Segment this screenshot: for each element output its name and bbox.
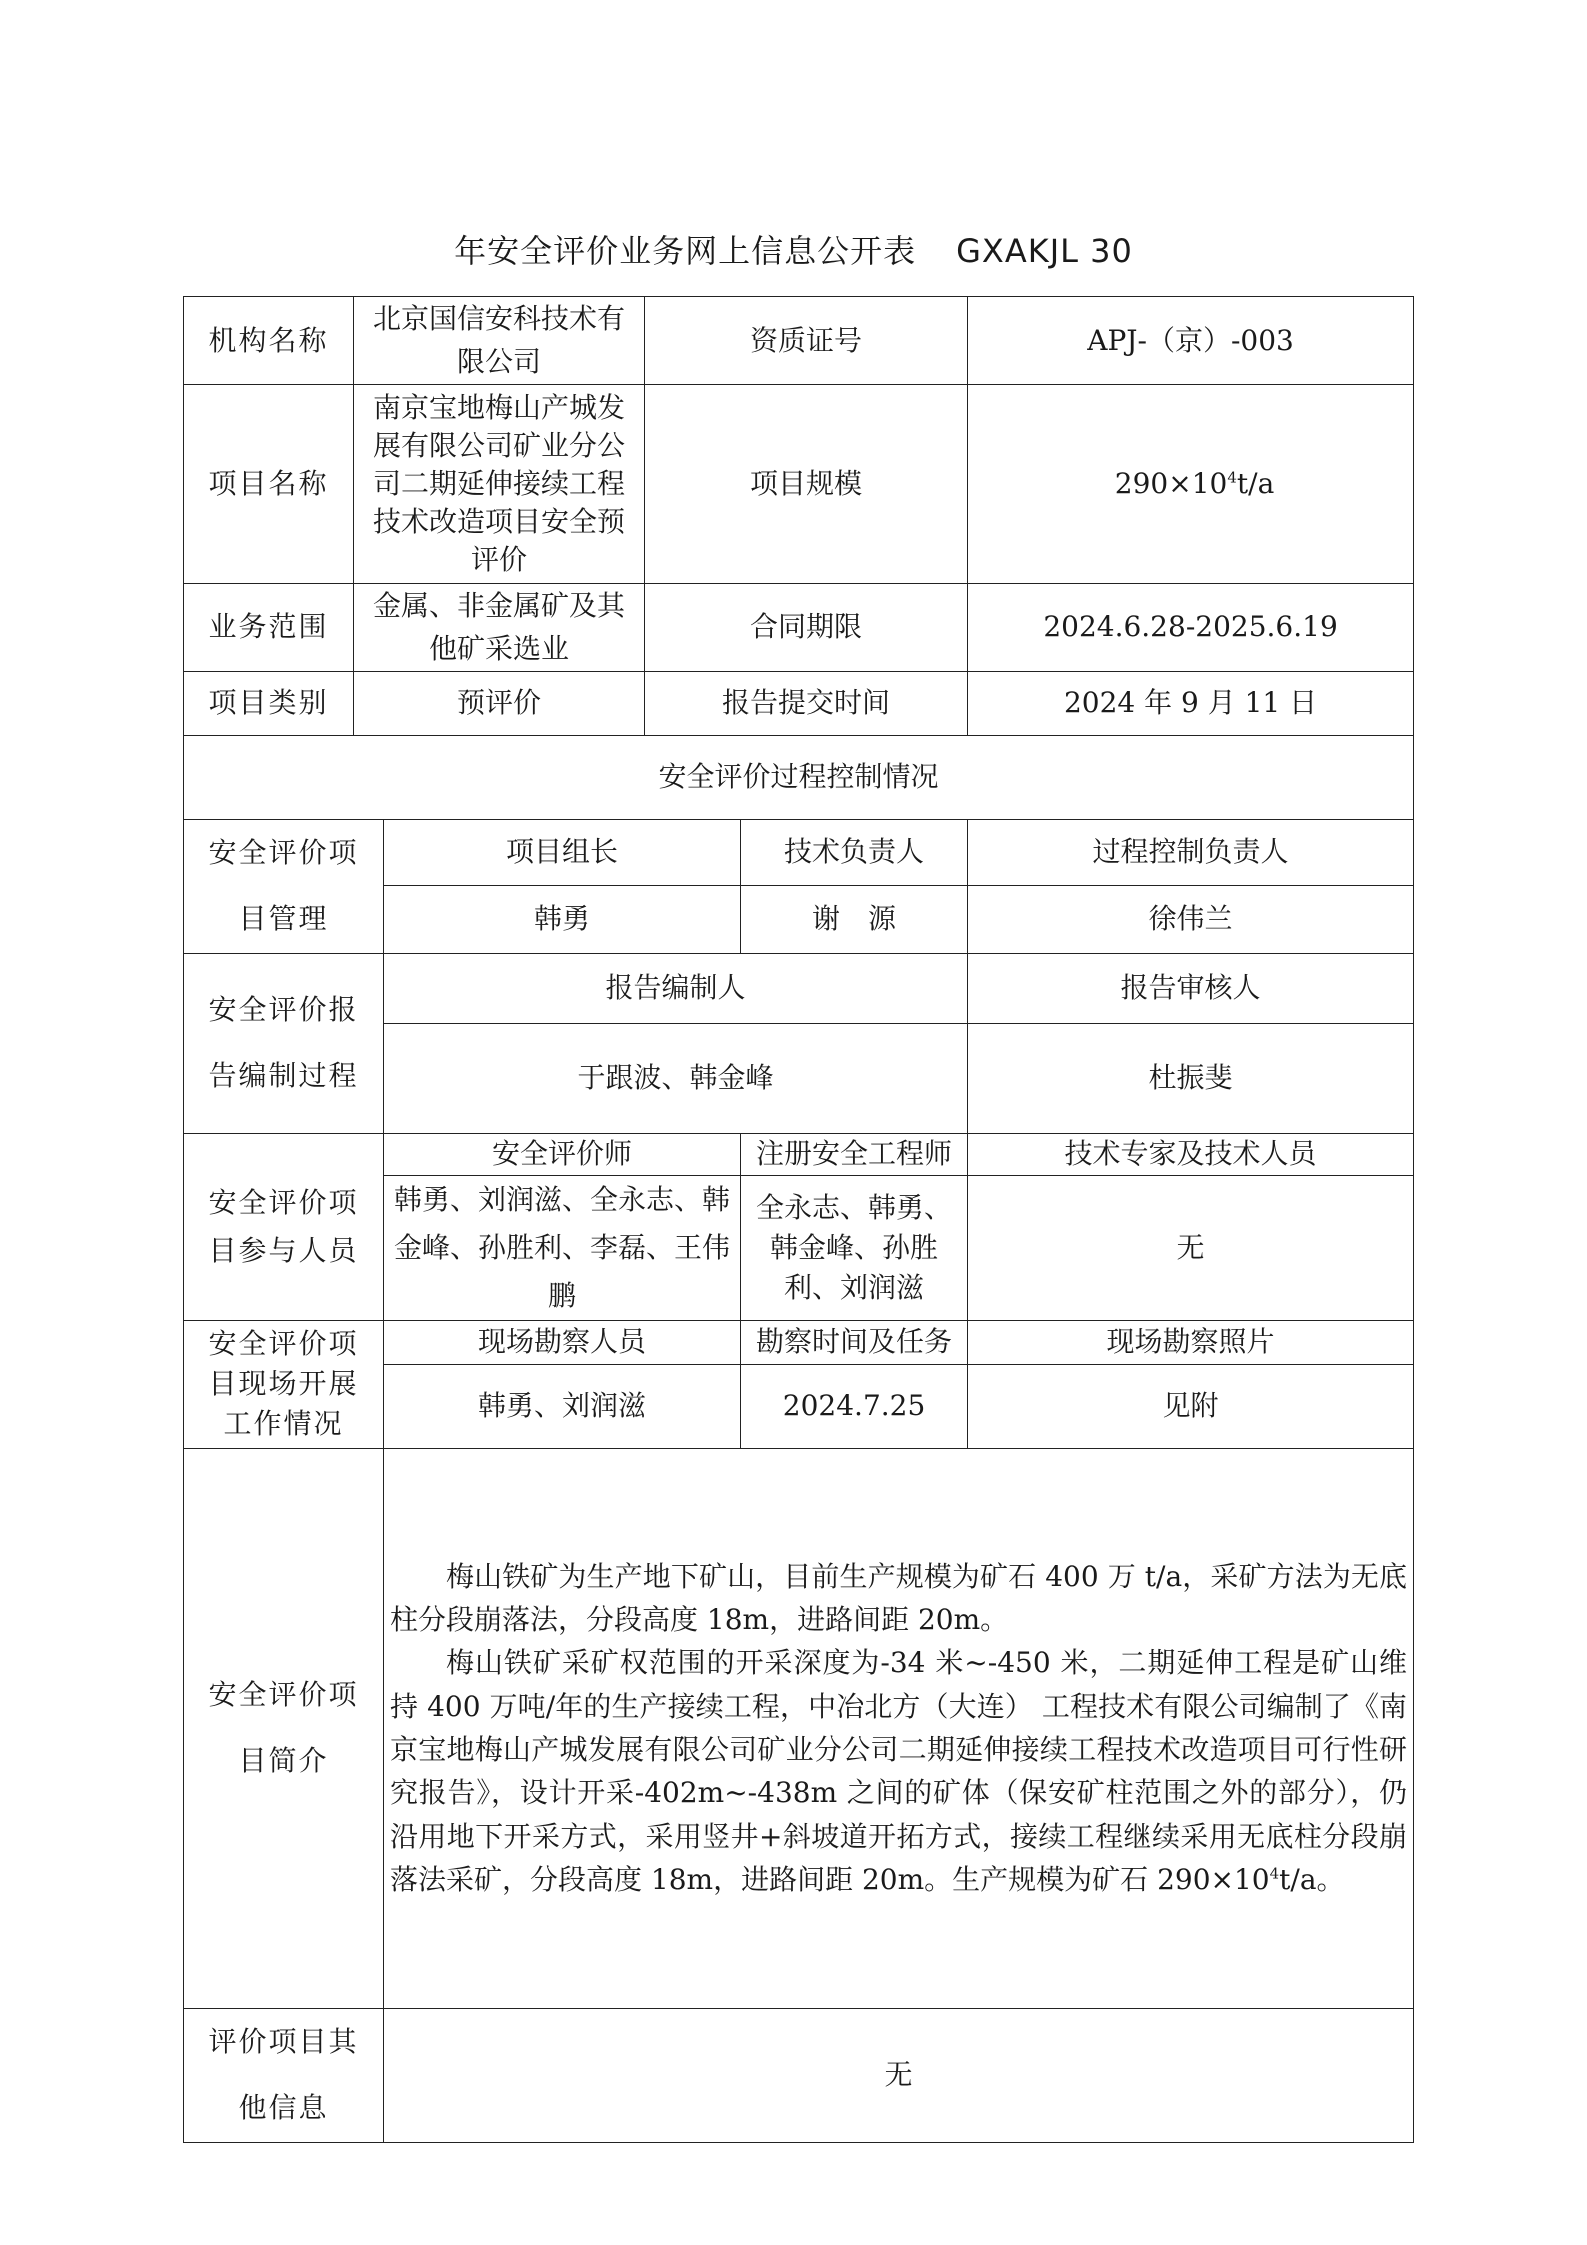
- mgmt-label: 安全评价项目管理: [184, 819, 384, 953]
- evaluator-value: 韩勇、刘润滋、全永志、韩金峰、孙胜利、李磊、王伟鹏: [384, 1175, 741, 1320]
- site-label: 安全评价项目现场开展工作情况: [184, 1320, 384, 1448]
- intro-text: [384, 1448, 1414, 2008]
- report-label: 安全评价报告编制过程: [184, 953, 384, 1133]
- page-title: [0, 226, 1587, 272]
- staff-label: 安全评价项目参与人员: [184, 1133, 384, 1320]
- cert-value: APJ-（京）-003: [968, 297, 1414, 385]
- surveyor-value: 韩勇、刘润滋: [384, 1364, 741, 1448]
- writer-value: 于跟波、韩金峰: [384, 1023, 968, 1133]
- reviewer-value: 杜振斐: [968, 1023, 1414, 1133]
- scale-label: 项目规模: [645, 384, 968, 583]
- survey-time-value: 2024.7.25: [741, 1364, 968, 1448]
- other-value: 无: [384, 2008, 1414, 2142]
- submit-label: 报告提交时间: [645, 671, 968, 735]
- engineer-value: 全永志、韩勇、韩金峰、孙胜利、刘润滋: [741, 1175, 968, 1320]
- survey-time-label: 勘察时间及任务: [741, 1320, 968, 1364]
- evaluator-label: 安全评价师: [384, 1133, 741, 1175]
- org-value: 北京国信安科技术有限公司: [354, 297, 645, 385]
- photo-value: 见附: [968, 1364, 1414, 1448]
- form-code: GXAKJL 30: [956, 232, 1133, 270]
- intro-p2-tail: t/a。: [1279, 1863, 1345, 1897]
- period-label: 合同期限: [645, 583, 968, 671]
- tech-lead-label: 技术负责人: [741, 819, 968, 885]
- expert-label: 技术专家及技术人员: [968, 1133, 1414, 1175]
- project-label: 项目名称: [184, 384, 354, 583]
- engineer-label: 注册安全工程师: [741, 1133, 968, 1175]
- info-table: [183, 296, 1414, 2143]
- leader-value: 韩勇: [384, 885, 741, 953]
- leader-label: 项目组长: [384, 819, 741, 885]
- project-value: 南京宝地梅山产城发展有限公司矿业分公司二期延伸接续工程技术改造项目安全预评价: [354, 384, 645, 583]
- writer-label: 报告编制人: [384, 953, 968, 1023]
- submit-value: 2024 年 9 月 11 日: [968, 671, 1414, 735]
- intro-paragraph-2: [390, 1641, 1407, 1901]
- type-label: 项目类别: [184, 671, 354, 735]
- scope-label: 业务范围: [184, 583, 354, 671]
- form-title: 年安全评价业务网上信息公开表: [454, 232, 917, 270]
- scale-sup: 4: [1227, 468, 1237, 487]
- other-label: 评价项目其他信息: [184, 2008, 384, 2142]
- intro-paragraph-1: 梅山铁矿为生产地下矿山，目前生产规模为矿石 400 万 t/a，采矿方法为无底柱分段崩落法，分段高度 18m，进路间距 20m。: [390, 1559, 1408, 1636]
- scale-prefix: 290×10: [1114, 467, 1228, 501]
- ctrl-lead-label: 过程控制负责人: [968, 819, 1414, 885]
- intro-label: 安全评价项目简介: [184, 1448, 384, 2008]
- reviewer-label: 报告审核人: [968, 953, 1414, 1023]
- type-value: 预评价: [354, 671, 645, 735]
- org-label: 机构名称: [184, 297, 354, 385]
- expert-value: 无: [968, 1175, 1414, 1320]
- ctrl-lead-value: 徐伟兰: [968, 885, 1414, 953]
- photo-label: 现场勘察照片: [968, 1320, 1414, 1364]
- period-value: 2024.6.28-2025.6.19: [968, 583, 1414, 671]
- surveyor-label: 现场勘察人员: [384, 1320, 741, 1364]
- scale-value: [968, 384, 1414, 583]
- intro-p2-main: 梅山铁矿采矿权范围的开采深度为-34 米~-450 米，二期延伸工程是矿山维持 400 万吨/年的生产接续工程，中冶北方（大连） 工程技术有限公司编制了《南京宝地梅山产城发展有限公司矿业分公司二期延伸接续工程技术改造项目可行性研究报告》，设计开采-402m~-438m 之间的矿体（保安矿柱范围之外的部分），仍沿用地下开采方式，采用竖井+斜坡道开拓方式，接续工程继续采用无底柱分段崩落法采矿，分段高度 18m，进路间距 20m。生产规模为矿石 290×10: [390, 1646, 1408, 1897]
- intro-p2-sup: 4: [1269, 1864, 1280, 1883]
- cert-label: 资质证号: [645, 297, 968, 385]
- scope-value: 金属、非金属矿及其他矿采选业: [354, 583, 645, 671]
- section-title: 安全评价过程控制情况: [184, 735, 1414, 819]
- tech-lead-value: 谢 源: [741, 885, 968, 953]
- scale-suffix: t/a: [1236, 467, 1275, 501]
